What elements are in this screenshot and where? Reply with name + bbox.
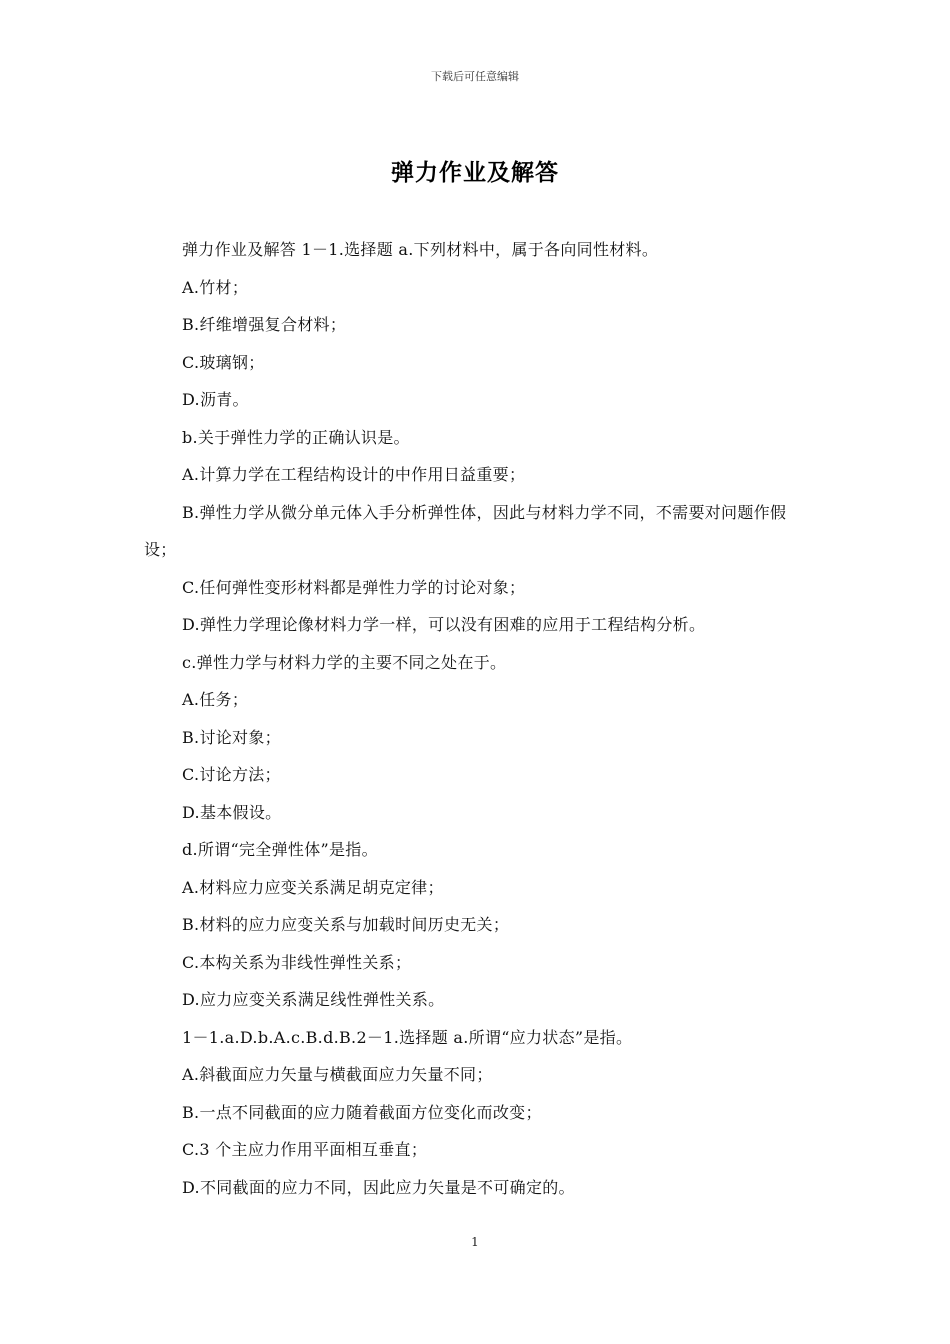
paragraph-q1b-option-b: B.弹性力学从微分单元体入手分析弹性体，因此与材料力学不同，不需要对问题作假设； — [144, 502, 787, 559]
paragraph-intro-q1a: 弹力作业及解答 1－1.选择题 a.下列材料中，属于各向同性材料。 — [182, 240, 659, 259]
paragraph-q1b-option-d: D.弹性力学理论像材料力学一样，可以没有困难的应用于工程结构分析。 — [182, 615, 706, 634]
paragraph-q1a-option-a: A.竹材； — [182, 277, 249, 297]
document-body — [144, 231, 810, 1206]
document-title: 弹力作业及解答 — [391, 159, 559, 186]
paragraph-q1c: c.弹性力学与材料力学的主要不同之处在于。 — [182, 652, 507, 672]
paragraph-q1a-option-d: D.沥青。 — [182, 390, 249, 409]
paragraph-answers-q2a: 1－1.a.D.b.A.c.B.d.B.2－1.选择题 a.所谓“应力状态”是指。 — [182, 1027, 633, 1047]
paragraph-q1d-option-a: A.材料应力应变关系满足胡克定律； — [182, 877, 444, 897]
paragraph-q1a-option-b: B.纤维增强复合材料； — [182, 315, 347, 334]
paragraph-q2a-option-b: B.一点不同截面的应力随着截面方位变化而改变； — [182, 1102, 542, 1122]
paragraph-q1d-option-c: C.本构关系为非线性弹性关系； — [182, 952, 412, 972]
paragraph-q2a-option-a: A.斜截面应力矢量与横截面应力矢量不同； — [182, 1065, 493, 1084]
paragraph-q1d-option-d: D.应力应变关系满足线性弹性关系。 — [182, 990, 445, 1009]
paragraph-q1c-option-c: C.讨论方法； — [182, 765, 281, 784]
paragraph-q1b: b.关于弹性力学的正确认识是。 — [182, 427, 410, 447]
page-number: 1 — [471, 1235, 479, 1249]
paragraph-q1c-option-a: A.任务； — [182, 690, 249, 709]
paragraph-q1b-option-c: C.任何弹性变形材料都是弹性力学的讨论对象； — [182, 577, 526, 597]
page-header-note: 下载后可任意编辑 — [431, 70, 519, 83]
paragraph-q1c-option-b: B.讨论对象； — [182, 727, 281, 747]
paragraph-q1d-option-b: B.材料的应力应变关系与加载时间历史无关； — [182, 915, 510, 934]
paragraph-q1d: d.所谓“完全弹性体”是指。 — [182, 840, 378, 859]
paragraph-q2a-option-d: D.不同截面的应力不同，因此应力矢量是不可确定的。 — [182, 1177, 575, 1197]
paragraph-q1c-option-d: D.基本假设。 — [182, 802, 282, 822]
paragraph-q1a-option-c: C.玻璃钢； — [182, 352, 265, 372]
paragraph-q2a-option-c: C.3 个主应力作用平面相互垂直； — [182, 1140, 428, 1159]
paragraph-q1b-option-a: A.计算力学在工程结构设计的中作用日益重要； — [182, 465, 526, 484]
